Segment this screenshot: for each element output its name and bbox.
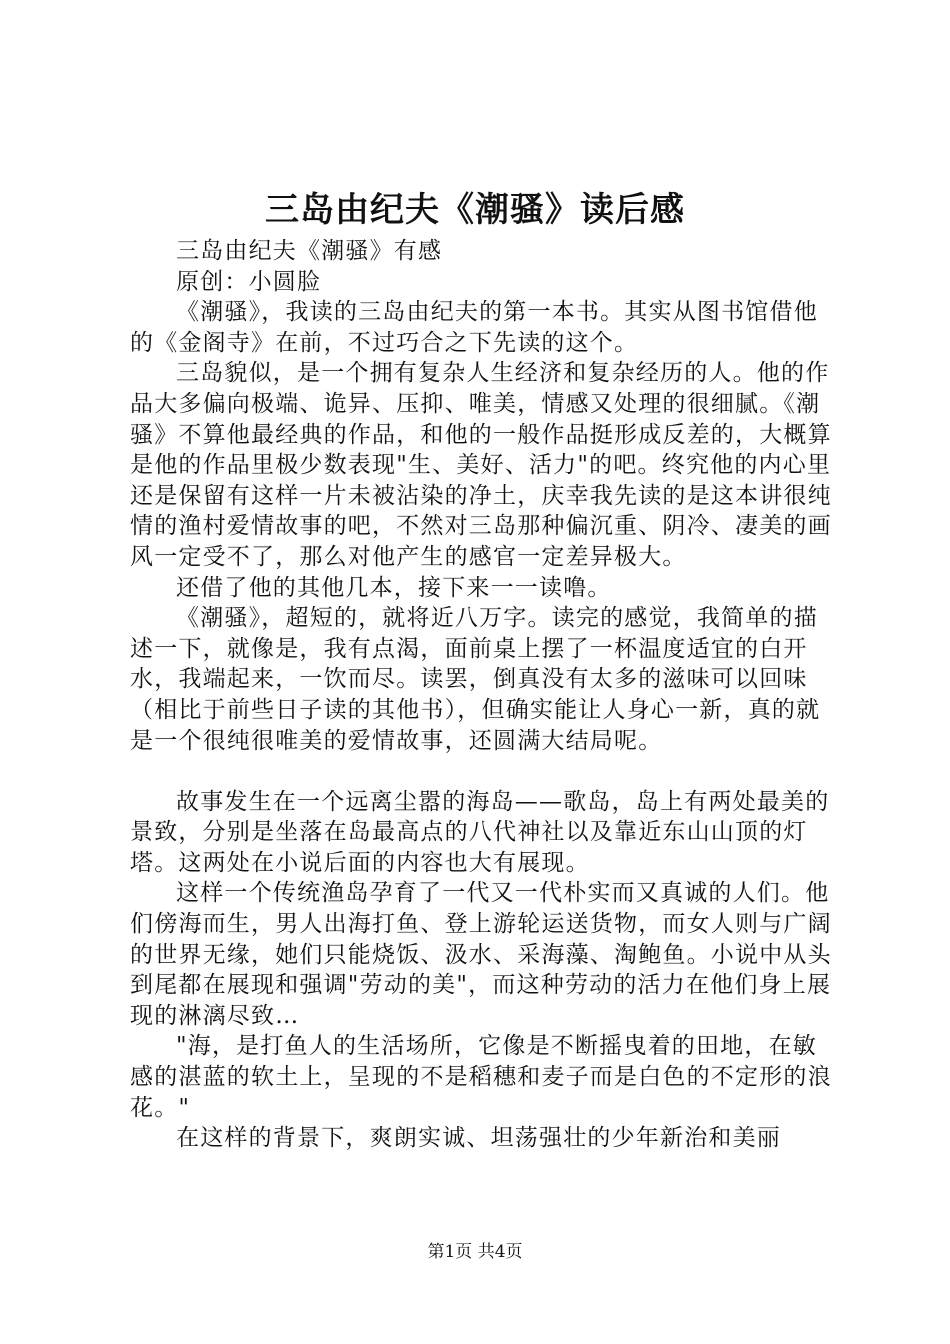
paragraph: 《潮骚》，超短的，就将近八万字。读完的感觉，我简单的描述一下，就像是，我有点渴，面前桌上摆了一杯温度适宜的白开水，我端起来，一饮而尽。读罢，倒真没有太多的滋味可以回味（相比于前些日子读的其他书），但确实能让人身心一新，真的就是一个很纯很唯美的爱情故事，还圆满大结局呢。 [130,605,821,754]
paragraph: 在这样的背景下，爽朗实诚、坦荡强壮的少年新治和美丽 [176,1125,781,1152]
paragraph-quote: "海，是打鱼人的生活场所，它像是不断摇曳着的田地，在敏感的湛蓝的软土上，呈现的不是稻穗和麦子而是白色的不定形的浪花。" [130,1033,832,1121]
document-body [130,236,835,1154]
document-title: 三岛由纪夫《潮骚》读后感 [265,190,685,230]
page-footer: 第1页 共4页 [427,1242,523,1262]
paragraph-subtitle: 三岛由纪夫《潮骚》有感 [176,238,443,264]
paragraph-author: 原创：小圆脸 [176,268,322,295]
paragraph: 故事发生在一个远离尘嚣的海岛——歌岛，岛上有两处最美的景致，分别是坐落在岛最高点的八代神社以及靠近东山山顶的灯塔。这两处在小说后面的内容也大有展现。 [130,788,830,876]
paragraph-spacer [130,756,835,787]
paragraph: 《潮骚》，我读的三岛由纪夫的第一本书。其实从图书馆借他的《金阁寺》在前，不过巧合之下先读的这个。 [130,299,818,356]
paragraph: 这样一个传统渔岛孕育了一代又一代朴实而又真诚的人们。他们傍海而生，男人出海打鱼、登上游轮运送货物，而女人则与广阔的世界无缘，她们只能烧饭、汲水、采海藻、淘鲍鱼。小说中从头到尾都在展现和强调"劳动的美"，而这种劳动的活力在他们身上展现的淋漓尽致… [130,880,832,1029]
paragraph: 三岛貌似，是一个拥有复杂人生经济和复杂经历的人。他的作品大多偏向极端、诡异、压抑、唯美，情感又处理的很细腻。《潮骚》不算他最经典的作品，和他的一般作品挺形成反差的，大概算是他的作品里极少数表现"生、美好、活力"的吧。终究他的内心里还是保留有这样一片未被沾染的净土，庆幸我先读的是这本讲很纯情的渔村爱情故事的吧，不然对三岛那种偏沉重、阴冷、凄美的画风一定受不了，那么对他产生的感官一定差异极大。 [130,360,832,570]
paragraph: 还借了他的其他几本，接下来一一读噜。 [176,574,612,601]
